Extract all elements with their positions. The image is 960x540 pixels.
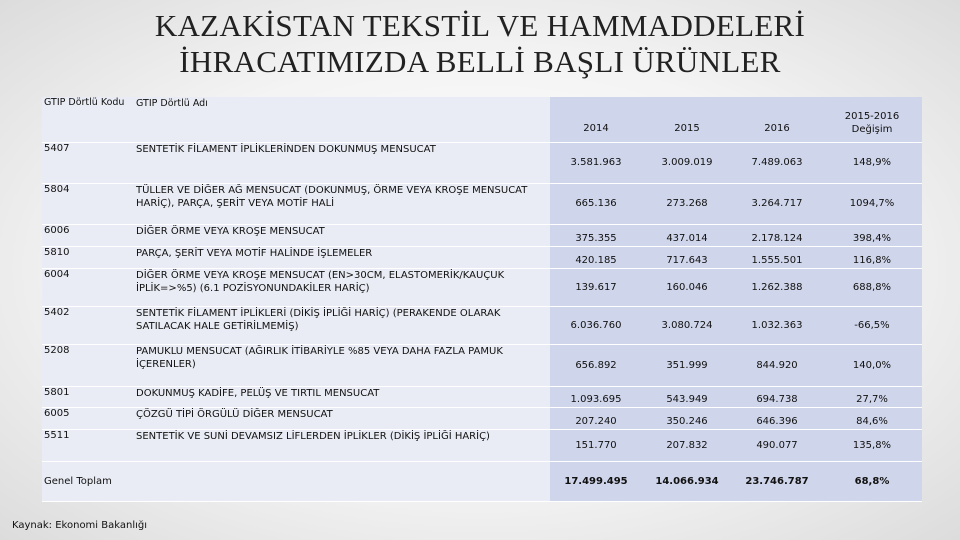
row-2014: 139.617 — [550, 268, 642, 306]
row-2015: 543.949 — [642, 386, 732, 407]
table-row — [42, 429, 922, 461]
row-code: 5407 — [42, 142, 134, 183]
row-2016: 2.178.124 — [732, 224, 822, 246]
row-change: 84,6% — [822, 407, 922, 429]
row-2015: 3.009.019 — [642, 142, 732, 183]
title-line-1: KAZAKİSTAN TEKSTİL VE HAMMADDELERİ — [154, 8, 806, 43]
table-row — [42, 407, 922, 429]
row-2016: 490.077 — [732, 429, 822, 461]
row-2014: 375.355 — [550, 224, 642, 246]
row-2014: 656.892 — [550, 344, 642, 386]
row-2015: 207.832 — [642, 429, 732, 461]
row-name: DİĞER ÖRME VEYA KROŞE MENSUCAT — [134, 224, 550, 246]
table-row — [42, 246, 922, 268]
table-row — [42, 386, 922, 407]
table-row — [42, 344, 922, 386]
row-2016: 1.262.388 — [732, 268, 822, 306]
row-2014: 207.240 — [550, 407, 642, 429]
total-2016: 23.746.787 — [732, 461, 822, 501]
row-change: 398,4% — [822, 224, 922, 246]
header-change: 2015-2016 Değişim — [822, 97, 922, 142]
row-2016: 844.920 — [732, 344, 822, 386]
row-2015: 273.268 — [642, 183, 732, 224]
row-2014: 1.093.695 — [550, 386, 642, 407]
header-2016: 2016 — [732, 97, 822, 142]
row-2014: 151.770 — [550, 429, 642, 461]
row-2016: 646.396 — [732, 407, 822, 429]
total-2015: 14.066.934 — [642, 461, 732, 501]
row-code: 6005 — [42, 407, 134, 429]
table-row — [42, 306, 922, 344]
source-note: Kaynak: Ekonomi Bakanlığı — [12, 520, 148, 531]
row-2015: 160.046 — [642, 268, 732, 306]
row-2015: 717.643 — [642, 246, 732, 268]
row-change: -66,5% — [822, 306, 922, 344]
row-change: 140,0% — [822, 344, 922, 386]
row-2016: 1.032.363 — [732, 306, 822, 344]
row-code: 5804 — [42, 183, 134, 224]
row-name: PAMUKLU MENSUCAT (AĞIRLIK İTİBARİYLE %85 VEYA DAHA FAZLA PAMUK İÇERENLER) — [134, 344, 550, 386]
row-change: 116,8% — [822, 246, 922, 268]
row-code: 5810 — [42, 246, 134, 268]
row-name: DİĞER ÖRME VEYA KROŞE MENSUCAT (EN>30CM, ELASTOMERİK/KAUÇUK İPLİK=>%5) (6.1 POZİSYONUNDAKİLER HARİÇ) — [134, 268, 550, 306]
row-code: 6004 — [42, 268, 134, 306]
row-2015: 350.246 — [642, 407, 732, 429]
table-row — [42, 142, 922, 183]
row-name: TÜLLER VE DİĞER AĞ MENSUCAT (DOKUNMUŞ, ÖRME VEYA KROŞE MENSUCAT HARİÇ), PARÇA, ŞERİT VEYA MOTİF HALİ — [134, 183, 550, 224]
row-name: SENTETİK VE SUNİ DEVAMSIZ LİFLERDEN İPLİKLER (DİKİŞ İPLİĞİ HARİÇ) — [134, 429, 550, 461]
row-change: 135,8% — [822, 429, 922, 461]
row-change: 148,9% — [822, 142, 922, 183]
row-2015: 437.014 — [642, 224, 732, 246]
row-code: 5801 — [42, 386, 134, 407]
row-change: 27,7% — [822, 386, 922, 407]
row-2015: 3.080.724 — [642, 306, 732, 344]
row-name: ÇÖZGÜ TİPİ ÖRGÜLÜ DİĞER MENSUCAT — [134, 407, 550, 429]
header-row — [42, 97, 922, 142]
table-row — [42, 268, 922, 306]
row-2016: 1.555.501 — [732, 246, 822, 268]
row-2014: 3.581.963 — [550, 142, 642, 183]
total-change: 68,8% — [822, 461, 922, 501]
row-2015: 351.999 — [642, 344, 732, 386]
row-2016: 3.264.717 — [732, 183, 822, 224]
header-2015: 2015 — [642, 97, 732, 142]
row-name: DOKUNMUŞ KADİFE, PELÜŞ VE TIRTIL MENSUCAT — [134, 386, 550, 407]
row-code: 5402 — [42, 306, 134, 344]
export-table — [42, 97, 922, 502]
row-code: 6006 — [42, 224, 134, 246]
row-2016: 694.738 — [732, 386, 822, 407]
total-name-empty — [134, 461, 550, 501]
row-2014: 6.036.760 — [550, 306, 642, 344]
table-row — [42, 224, 922, 246]
total-label: Genel Toplam — [42, 461, 134, 501]
row-change: 1094,7% — [822, 183, 922, 224]
row-name: SENTETİK FİLAMENT İPLİKLERİ (DİKİŞ İPLİĞİ HARİÇ) (PERAKENDE OLARAK SATILACAK HALE GETİRİLMEMİŞ) — [134, 306, 550, 344]
row-name: PARÇA, ŞERİT VEYA MOTİF HALİNDE İŞLEMELER — [134, 246, 550, 268]
row-code: 5208 — [42, 344, 134, 386]
row-2016: 7.489.063 — [732, 142, 822, 183]
row-name: SENTETİK FİLAMENT İPLİKLERİNDEN DOKUNMUŞ MENSUCAT — [134, 142, 550, 183]
row-2014: 420.185 — [550, 246, 642, 268]
row-2014: 665.136 — [550, 183, 642, 224]
row-code: 5511 — [42, 429, 134, 461]
total-2014: 17.499.495 — [550, 461, 642, 501]
row-change: 688,8% — [822, 268, 922, 306]
total-row — [42, 461, 922, 501]
header-2014: 2014 — [550, 97, 642, 142]
slide-title — [0, 8, 960, 80]
title-line-2: İHRACATIMIZDA BELLİ BAŞLI ÜRÜNLER — [179, 44, 781, 79]
table-row — [42, 183, 922, 224]
header-name: GTIP Dörtlü Adı — [134, 97, 550, 142]
header-code: GTIP Dörtlü Kodu — [42, 97, 134, 142]
